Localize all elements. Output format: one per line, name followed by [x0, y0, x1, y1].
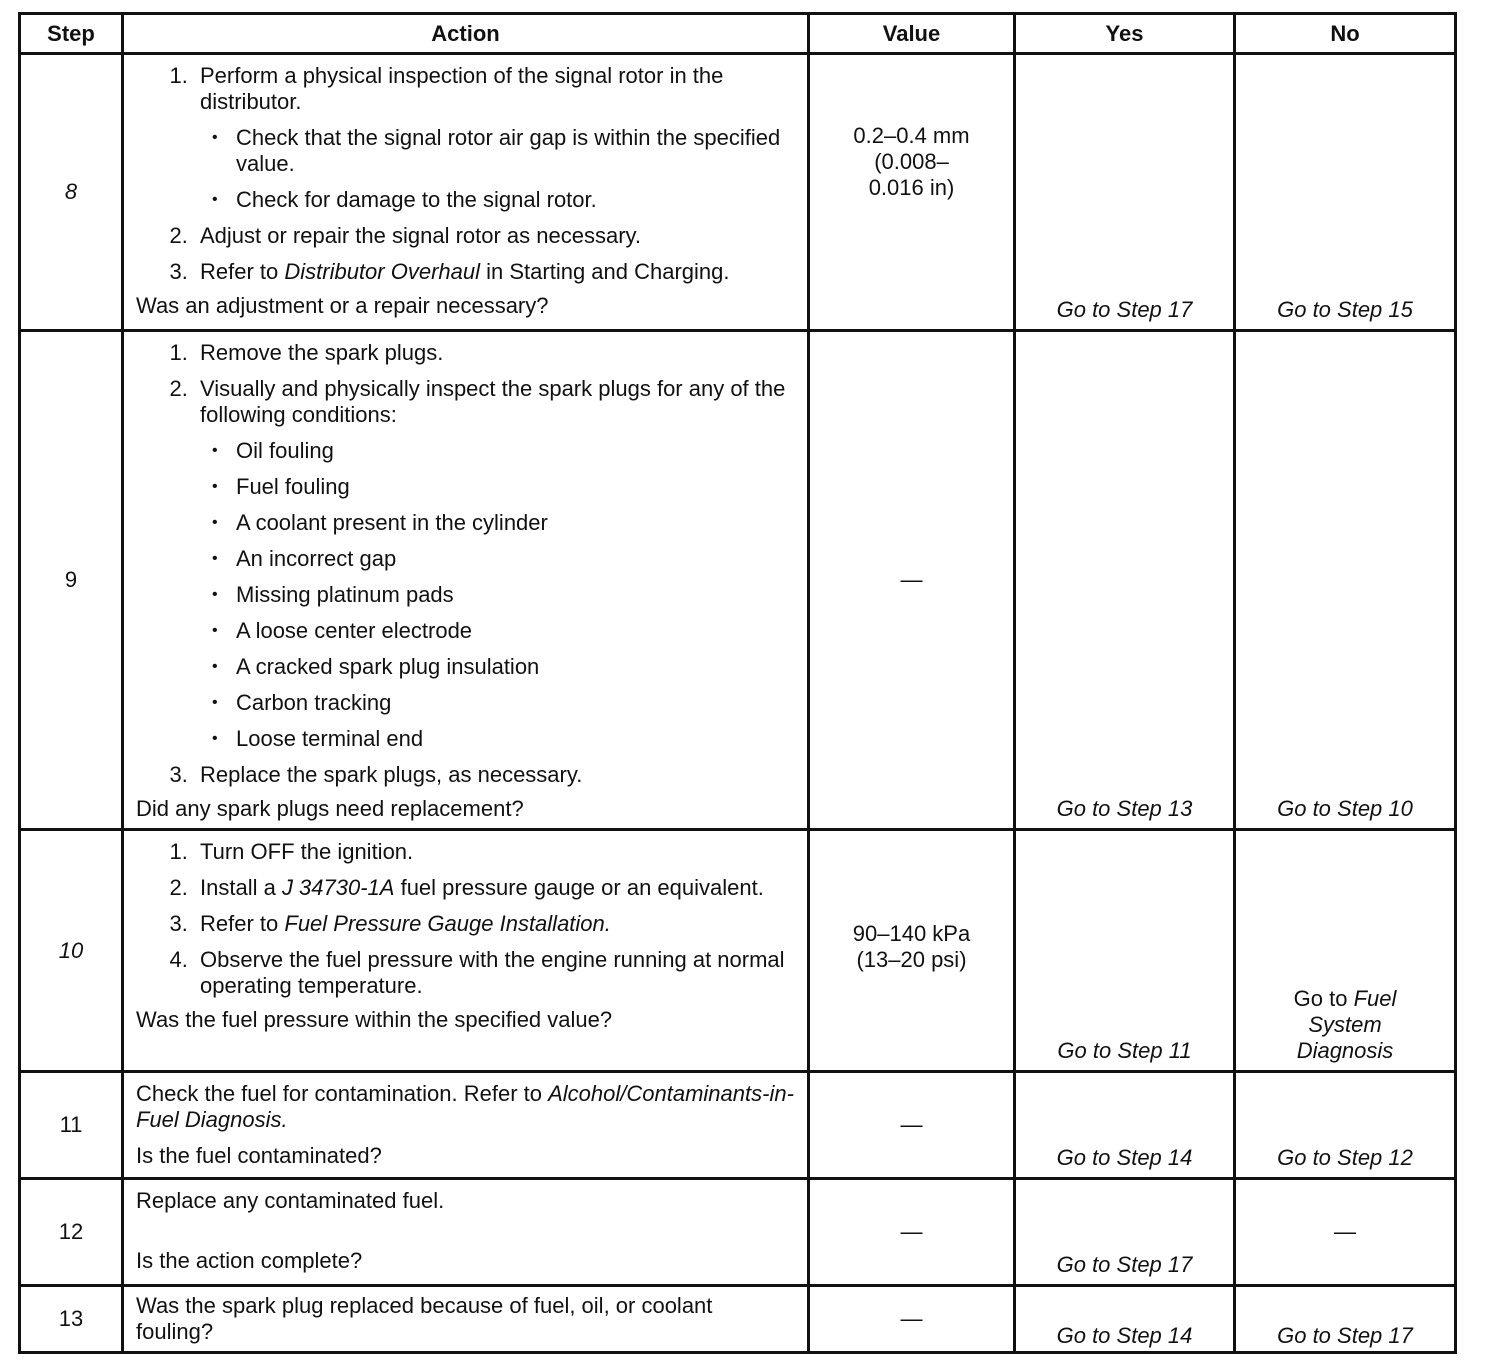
- header-no: No: [1235, 14, 1456, 54]
- reference-link-text: Distributor Overhaul: [284, 259, 481, 284]
- yes-cell: Go to Step 14: [1015, 1072, 1235, 1179]
- reference-link-text: Fuel Pressure Gauge Installation.: [284, 911, 611, 936]
- action-text: Refer to: [200, 259, 285, 284]
- action-item: [194, 911, 797, 937]
- no-cell: —: [1235, 1179, 1456, 1286]
- no-cell: [1235, 830, 1456, 1072]
- value-cell: —: [809, 1179, 1015, 1286]
- action-cell: [123, 1286, 809, 1353]
- no-text: Go to: [1293, 986, 1354, 1011]
- action-item: 2. Adjust or repair the signal rotor as necessary.: [194, 223, 797, 249]
- action-steps: [194, 340, 797, 788]
- yes-cell: Go to Step 14: [1015, 1286, 1235, 1353]
- value-cell: [809, 830, 1015, 1072]
- action-cell: [123, 54, 809, 331]
- yes-cell: Go to Step 11: [1015, 830, 1235, 1072]
- bullet-list: [228, 125, 797, 213]
- yes-cell: Go to Step 17: [1015, 1179, 1235, 1286]
- tool-reference: J 34730-1A: [281, 875, 395, 900]
- action-steps: [194, 839, 797, 999]
- step-number: 12: [20, 1179, 123, 1286]
- yes-cell: Go to Step 13: [1015, 331, 1235, 830]
- no-cell: Go to Step 15: [1235, 54, 1456, 331]
- question-text: Was an adjustment or a repair necessary?: [136, 293, 549, 318]
- action-cell: [123, 1179, 809, 1286]
- bullet-item: • Loose terminal end: [228, 726, 797, 752]
- header-row: [20, 14, 1456, 54]
- value-line: 0.016 in): [868, 175, 955, 200]
- reference-link-text: Fuel: [1353, 986, 1397, 1011]
- step-number: 11: [20, 1072, 123, 1179]
- question-text: Did any spark plugs need replacement?: [136, 796, 524, 821]
- header-step: Step: [20, 14, 123, 54]
- table-row-step-13: [20, 1286, 1456, 1353]
- value-line: (13–20 psi): [856, 946, 967, 972]
- bullet-item: • A coolant present in the cylinder: [228, 510, 797, 536]
- yes-cell: Go to Step 17: [1015, 54, 1235, 331]
- question-text: Was the spark plug replaced because of fuel, oil, or coolant fouling?: [136, 1293, 713, 1344]
- bullet-item: • An incorrect gap: [228, 546, 797, 572]
- header-action: Action: [123, 14, 809, 54]
- header-value: Value: [809, 14, 1015, 54]
- header-yes: Yes: [1015, 14, 1235, 54]
- step-number: 13: [20, 1286, 123, 1353]
- action-item: [194, 875, 797, 901]
- action-text: Perform a physical inspection of the signal rotor in the distributor.: [200, 63, 724, 114]
- step-number: 9: [20, 331, 123, 830]
- reference-link-text: Alcohol/Contaminants-in-Fuel Diagnosis.: [136, 1081, 794, 1132]
- step-number: 8: [20, 54, 123, 331]
- value-line: 0.2–0.4 mm: [853, 123, 970, 148]
- action-item: 1. Turn OFF the ignition.: [194, 839, 797, 865]
- bullet-item: • Missing platinum pads: [228, 582, 797, 608]
- action-item: [194, 63, 797, 213]
- action-text: Refer to: [200, 911, 285, 936]
- question-text: Is the action complete?: [136, 1248, 363, 1273]
- bullet-list: [228, 438, 797, 752]
- action-text: Install a: [200, 875, 282, 900]
- question-text: Was the fuel pressure within the specified value?: [136, 1007, 613, 1032]
- action-cell: [123, 830, 809, 1072]
- no-cell: Go to Step 12: [1235, 1072, 1456, 1179]
- table-row-step-10: [20, 830, 1456, 1072]
- action-text: fuel pressure gauge or an equivalent.: [394, 875, 764, 900]
- value-cell: —: [809, 1072, 1015, 1179]
- no-cell: Go to Step 10: [1235, 331, 1456, 830]
- action-cell: [123, 1072, 809, 1179]
- action-item: 1. Remove the spark plugs.: [194, 340, 797, 366]
- table-row-step-9: [20, 331, 1456, 830]
- step-number: 10: [20, 830, 123, 1072]
- value-line: (0.008–: [874, 149, 949, 174]
- diagnostic-table: [18, 12, 1457, 1354]
- bullet-item: • Oil fouling: [228, 438, 797, 464]
- action-text: in Starting and Charging.: [480, 259, 730, 284]
- value-line: 90–140 kPa: [852, 920, 971, 946]
- bullet-item: • Fuel fouling: [228, 474, 797, 500]
- action-text: Visually and physically inspect the spark plugs for any of the following conditions:: [200, 376, 786, 427]
- table-row-step-12: [20, 1179, 1456, 1286]
- bullet-item: • Check that the signal rotor air gap is within the specified value.: [228, 125, 797, 177]
- action-steps: [194, 63, 797, 285]
- bullet-item: • Carbon tracking: [228, 690, 797, 716]
- action-item: [194, 259, 797, 285]
- reference-link-text: Diagnosis: [1296, 1038, 1394, 1063]
- action-item: 3. Replace the spark plugs, as necessary.: [194, 762, 797, 788]
- reference-link-text: System: [1308, 1012, 1382, 1037]
- action-text: Check the fuel for contamination. Refer to Alcohol/Contaminants-in-Fuel Diagnosis.: [136, 1081, 794, 1132]
- action-text: Replace any contaminated fuel.: [136, 1188, 445, 1213]
- value-cell: —: [809, 331, 1015, 830]
- value-cell: [809, 54, 1015, 331]
- question-text: Is the fuel contaminated?: [136, 1143, 382, 1168]
- bullet-item: • Check for damage to the signal rotor.: [228, 187, 797, 213]
- bullet-item: • A cracked spark plug insulation: [228, 654, 797, 680]
- table-row-step-8: [20, 54, 1456, 331]
- no-cell: Go to Step 17: [1235, 1286, 1456, 1353]
- action-cell: [123, 331, 809, 830]
- table-row-step-11: [20, 1072, 1456, 1179]
- bullet-item: • A loose center electrode: [228, 618, 797, 644]
- action-item: [194, 376, 797, 752]
- value-cell: —: [809, 1286, 1015, 1353]
- action-item: 4. Observe the fuel pressure with the engine running at normal operating temperature.: [194, 947, 797, 999]
